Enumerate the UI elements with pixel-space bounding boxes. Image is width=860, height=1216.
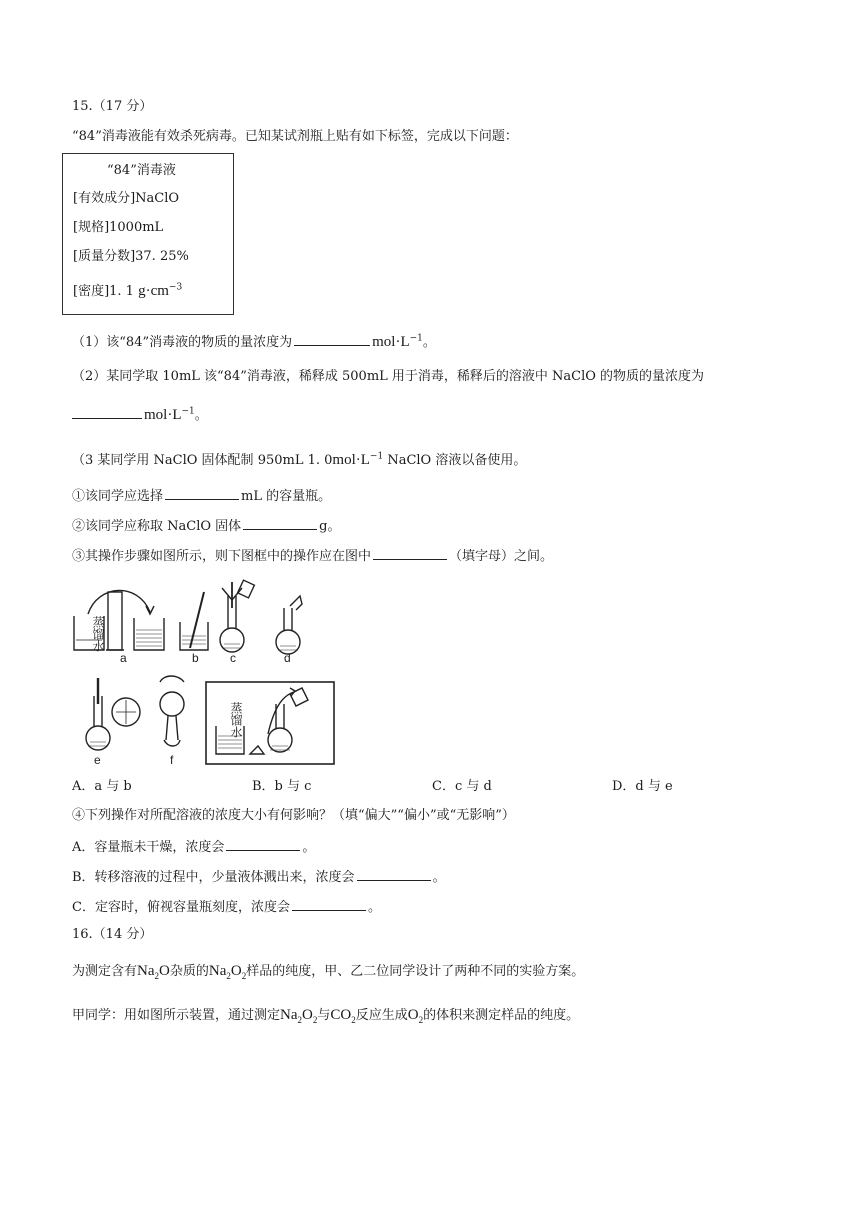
water-label-box: 蒸馏水 — [229, 702, 243, 738]
step2-suffix: g。 — [319, 519, 341, 534]
step-a-apparatus — [74, 590, 164, 650]
q15-part2: （2）某同学取 10mL 该“84”消毒液，稀释成 500mL 用于消毒，稀释后的溶液中 NaClO 的物质的量浓度为 — [72, 369, 705, 384]
q15-step4b — [72, 867, 446, 887]
answer-blank-4[interactable] — [243, 516, 317, 530]
step4b-suffix: 。 — [432, 870, 446, 885]
formula-co2: $CO_2$ — [330, 1007, 356, 1025]
step3-suffix: （填字母）之间。 — [449, 549, 554, 564]
q15-step3 — [72, 546, 553, 566]
step4c-suffix: 。 — [367, 900, 381, 915]
part2-end: 。 — [194, 408, 208, 423]
density-unit: g·cm — [138, 283, 169, 299]
option-c[interactable]: C．c 与 d — [432, 779, 492, 794]
q15-step4c — [72, 897, 381, 917]
label-title: “84”消毒液 — [107, 163, 176, 178]
q16-l1-text-a: 为测定含有 — [72, 964, 138, 979]
reagent-label-box — [62, 153, 234, 315]
label-row-mass-fraction: [质量分数]37. 25% — [73, 249, 189, 264]
q16-l2-text-d: 的体积来测定样品的纯度。 — [423, 1008, 580, 1023]
step-e-apparatus — [86, 678, 140, 750]
step4c-prefix: C．定容时，俯视容量瓶刻度，浓度会 — [72, 900, 290, 915]
formula-o2: $O_2$ — [407, 1007, 424, 1025]
q15-step2 — [72, 516, 340, 536]
step-d-apparatus — [276, 596, 302, 654]
water-label-a: 蒸馏水 — [91, 616, 105, 652]
answer-blank-8[interactable] — [292, 897, 366, 911]
answer-blank-1[interactable] — [294, 332, 370, 346]
formula-na2o2: $Na_2O_2$ — [208, 963, 247, 981]
part1-exponent: −1 — [409, 333, 423, 344]
part2-unit: mol·L — [144, 407, 182, 423]
part3-unit: mol·L — [332, 452, 370, 468]
formula-na2o: $Na_2O$ — [137, 963, 170, 981]
density-prefix: [密度]1. 1 — [73, 284, 139, 299]
step4a-suffix: 。 — [302, 840, 316, 855]
figure-label-a: a — [120, 651, 127, 665]
answer-blank-5[interactable] — [373, 546, 447, 560]
step3-prefix: ③其操作步骤如图所示，则下图框中的操作应在图中 — [72, 549, 372, 564]
q15-step4a — [72, 837, 315, 857]
answer-blank-2[interactable] — [72, 405, 142, 419]
step1-suffix: mL 的容量瓶。 — [241, 489, 332, 504]
step1-prefix: ①该同学应选择 — [72, 489, 164, 504]
figure-label-b: b — [192, 651, 199, 665]
answer-blank-3[interactable] — [165, 486, 239, 500]
part2-exponent: −1 — [181, 406, 195, 417]
procedure-figure — [68, 578, 340, 770]
part1-end: 。 — [422, 335, 436, 350]
formula-na2o2-2: $Na_2O_2$ — [280, 1007, 318, 1025]
q16-l2-text-c: 反应生成 — [355, 1008, 408, 1023]
q16-l2-text-b: 与 — [317, 1008, 331, 1023]
q16-line2 — [72, 1006, 579, 1025]
q15-part1 — [72, 332, 436, 352]
figure-label-e: e — [94, 753, 101, 767]
q15-part3 — [72, 451, 526, 470]
q15-step1 — [72, 486, 331, 506]
step-f-apparatus — [160, 676, 184, 746]
q16-header: 16.（14 分） — [72, 927, 153, 942]
step2-prefix: ②该同学应称取 NaClO 固体 — [72, 519, 242, 534]
step4b-prefix: B．转移溶液的过程中，少量液体溅出来，浓度会 — [72, 870, 355, 885]
q15-header: 15.（17 分） — [72, 99, 153, 114]
q15-intro: “84”消毒液能有效杀死病毒。已知某试剂瓶上贴有如下标签，完成以下问题： — [72, 129, 518, 144]
step-c-apparatus — [220, 580, 254, 652]
label-row-density — [73, 282, 182, 301]
step-b-apparatus — [180, 592, 208, 650]
figure-label-d: d — [284, 651, 291, 665]
q16-l1-text-b: 杂质的 — [169, 964, 209, 979]
density-exponent: −3 — [168, 282, 183, 293]
q16-l1-text-c: 样品的纯度，甲、乙二位同学设计了两种不同的实验方案。 — [246, 964, 585, 979]
label-row-ingredient: [有效成分]NaClO — [73, 191, 180, 206]
q16-line1 — [72, 962, 584, 981]
part1-text: （1）该“84”消毒液的物质的量浓度为 — [72, 335, 293, 350]
q15-step4: ④下列操作对所配溶液的浓度大小有何影响？（填“偏大”“偏小”或“无影响”） — [72, 808, 515, 823]
part3-exponent: −1 — [369, 451, 384, 462]
part3-prefix: （3 某同学用 NaClO 固体配制 950mL 1. 0 — [72, 453, 333, 468]
option-b[interactable]: B．b 与 c — [252, 779, 312, 794]
figure-label-c: c — [230, 651, 236, 665]
part3-suffix: NaClO 溶液以备使用。 — [383, 453, 527, 468]
part1-unit: mol·L — [372, 334, 410, 350]
figure-label-f: f — [170, 753, 174, 767]
answer-blank-6[interactable] — [226, 837, 300, 851]
option-a[interactable]: A．a 与 b — [72, 779, 132, 794]
option-d[interactable]: D．d 与 e — [612, 779, 673, 794]
framed-step-box — [206, 682, 334, 764]
q16-l2-text-a: 甲同学：用如图所示装置，通过测定 — [72, 1008, 281, 1023]
label-row-spec: [规格]1000mL — [73, 220, 164, 235]
q15-part2-answer — [72, 405, 208, 425]
answer-blank-7[interactable] — [357, 867, 431, 881]
step4a-prefix: A．容量瓶未干燥，浓度会 — [72, 840, 225, 855]
